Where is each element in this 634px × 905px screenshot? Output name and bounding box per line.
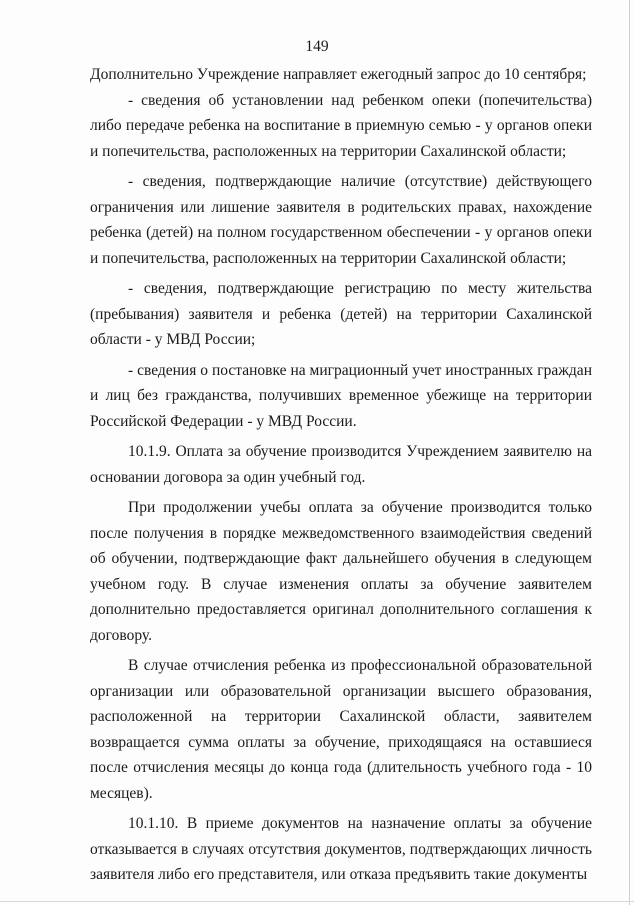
paragraph-expulsion: В случае отчисления ребенка из профессиональной образовательной организации или образовательной организации высшего образования, расположенной на территории Сахалинской области, заявителем возвращается сумма оплаты за обучение, приходящаяся на оставшиеся после отчисления месяцы до конца года (длительность учебного года - 10 месяцев). bbox=[90, 657, 592, 802]
scan-edge-right bbox=[629, 0, 630, 905]
paragraph-migration-info: - сведения о постановке на миграционный учет иностранных граждан и лиц без гражданства, получивших временное убежище на территории Российской Федерации - у МВД России. bbox=[90, 361, 592, 430]
paragraph-10-1-9: 10.1.9. Оплата за обучение производится Учреждением заявителю на основании договора за один учебный год. bbox=[90, 443, 592, 486]
scan-edge-bottom bbox=[0, 901, 634, 902]
paragraph-10-1-10: 10.1.10. В приеме документов на назначение оплаты за обучение отказывается в случаях отсутствия документов, подтверждающих личность заявителя либо его представителя, или отказа предъявить такие документы bbox=[90, 815, 592, 883]
paragraph-continued-study: При продолжении учебы оплата за обучение производится только после получения в порядке межведомственного взаимодействия сведений об обучении, подтверждающие факт дальнейшего обучения в следующем учебном году. В случае изменения оплаты за обучение заявителем дополнительно предоставляется оригинал дополнительного соглашения к договору. bbox=[90, 499, 592, 644]
paragraph-parental-rights-info: - сведения, подтверждающие наличие (отсутствие) действующего ограничения или лишение заявителя в родительских правах, нахождение ребенка (детей) на полном государственном обеспечении - у органов опеки и попечительства, расположенных на территории Сахалинской области; bbox=[90, 173, 592, 267]
paragraph-intro: Дополнительно Учреждение направляет ежегодный запрос до 10 сентября; bbox=[90, 66, 587, 83]
paragraph-custody-info: - сведения об установлении над ребенком опеки (попечительства) либо передаче ребенка на воспитание в приемную семью - у органов опеки и попечительства, расположенных на территории Сахалинской области; bbox=[90, 91, 592, 160]
document-body bbox=[90, 62, 592, 888]
paragraph-registration-info: - сведения, подтверждающие регистрацию по месту жительства (пребывания) заявителя и ребенка (детей) на территории Сахалинской области - у МВД России; bbox=[90, 280, 592, 348]
page-number: 149 bbox=[305, 38, 329, 55]
